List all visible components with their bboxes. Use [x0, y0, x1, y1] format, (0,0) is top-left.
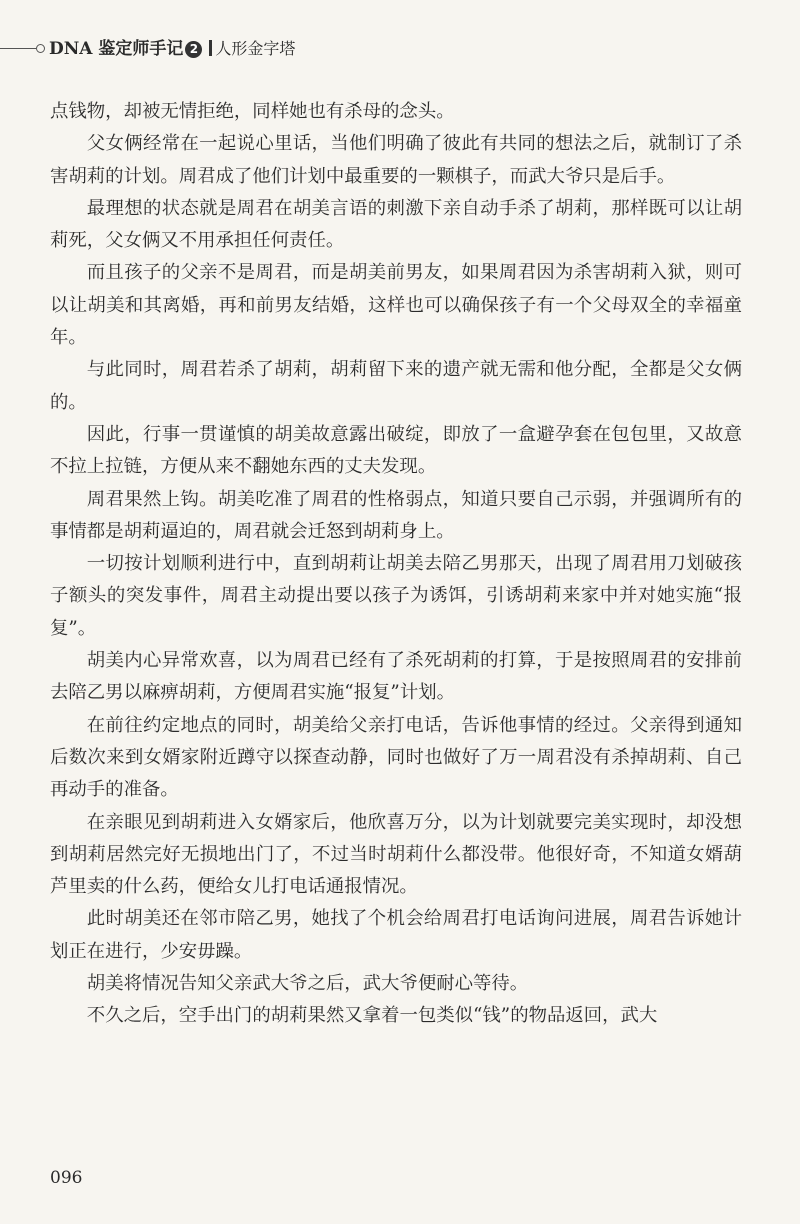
- volume-number-badge: 2: [185, 41, 202, 58]
- paragraph: 周君果然上钩。胡美吃准了周君的性格弱点，知道只要自己示弱，并强调所有的事情都是胡莉逼迫的，周君就会迁怒到胡莉身上。: [50, 488, 742, 542]
- book-title-text: DNA 鉴定师手记: [49, 39, 184, 59]
- body-text: [50, 96, 742, 1033]
- paragraph: 不久之后，空手出门的胡莉果然又拿着一包类似“钱”的物品返回，武大: [86, 1005, 658, 1027]
- paragraph: 与此同时，周君若杀了胡莉，胡莉留下来的遗产就无需和他分配，全都是父女俩的。: [50, 359, 742, 413]
- running-header: [0, 32, 800, 62]
- paragraph: 在亲眼见到胡莉进入女婿家后，他欣喜万分，以为计划就要完美实现时，却没想到胡莉居然完好无损地出门了，不过当时胡莉什么都没带。他很好奇，不知道女婿葫芦里卖的什么药，便给女儿打电话通报情况。: [50, 811, 742, 898]
- header-dot: [36, 44, 45, 53]
- paragraph: 胡美将情况告知父亲武大爷之后，武大爷便耐心等待。: [86, 973, 529, 995]
- page-number: 096: [50, 1168, 83, 1188]
- paragraph: 而且孩子的父亲不是周君，而是胡美前男友，如果周君因为杀害胡莉入狱，则可以让胡美和其离婚，再和前男友结婚，这样也可以确保孩子有一个父母双全的幸福童年。: [50, 262, 742, 349]
- paragraph: 因此，行事一贯谨慎的胡美故意露出破绽，即放了一盒避孕套在包包里，又故意不拉上拉链，方便从来不翻她东西的丈夫发现。: [50, 423, 742, 478]
- paragraph: 在前往约定地点的同时，胡美给父亲打电话，告诉他事情的经过。父亲得到通知后数次来到女婿家附近蹲守以探查动静，同时也做好了万一周君没有杀掉胡莉、自己再动手的准备。: [50, 714, 742, 801]
- paragraph: 父女俩经常在一起说心里话，当他们明确了彼此有共同的想法之后，就制订了杀害胡莉的计划。周君成了他们计划中最重要的一颗棋子，而武大爷只是后手。: [50, 133, 742, 187]
- paragraph: 最理想的状态就是周君在胡美言语的刺激下亲自动手杀了胡莉，那样既可以让胡莉死，父女俩又不用承担任何责任。: [50, 197, 742, 252]
- paragraph: 一切按计划顺利进行中，直到胡莉让胡美去陪乙男那天，出现了周君用刀划破孩子额头的突发事件，周君主动提出要以孩子为诱饵，引诱胡莉来家中并对她实施“报复”。: [50, 553, 742, 639]
- paragraph: 此时胡美还在邻市陪乙男，她找了个机会给周君打电话询问进展，周君告诉她计划正在进行，少安毋躁。: [50, 908, 742, 962]
- header-rule: [0, 48, 36, 49]
- book-title: [49, 34, 295, 59]
- book-subtitle: 人形金字塔: [215, 39, 296, 58]
- paragraph: 胡美内心异常欢喜，以为周君已经有了杀死胡莉的打算，于是按照周君的安排前去陪乙男以麻痹胡莉，方便周君实施“报复”计划。: [50, 650, 742, 704]
- header-separator: [209, 40, 212, 56]
- paragraph: 点钱物，却被无情拒绝，同样她也有杀母的念头。: [50, 101, 455, 122]
